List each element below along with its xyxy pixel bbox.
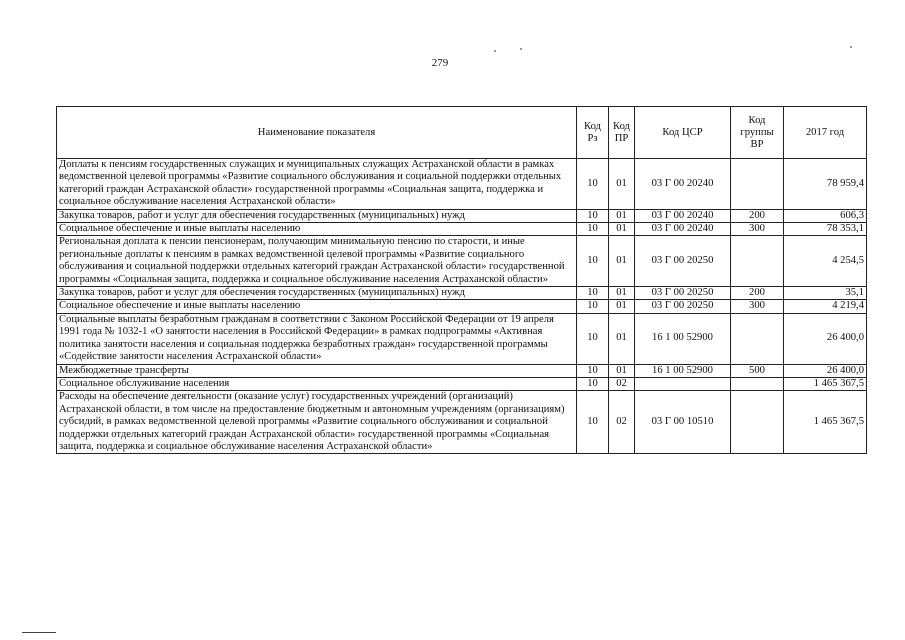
row-name: Межбюджетные трансферты	[57, 364, 577, 377]
row-pr: 01	[609, 159, 635, 210]
table-row	[57, 313, 867, 364]
row-vr: 300	[731, 223, 784, 236]
row-pr: 01	[609, 209, 635, 222]
row-sum: 1 465 367,5	[784, 377, 867, 390]
budget-table	[56, 106, 867, 454]
row-sum: 26 400,0	[784, 364, 867, 377]
row-csr: 16 1 00 52900	[635, 313, 731, 364]
header-name: Наименование показателя	[57, 107, 577, 159]
row-rz: 10	[577, 287, 609, 300]
row-rz: 10	[577, 300, 609, 313]
scan-mark-line	[22, 632, 56, 633]
row-pr: 01	[609, 223, 635, 236]
header-rz: Код Рз	[577, 107, 609, 159]
row-csr: 03 Г 00 20250	[635, 236, 731, 287]
header-pr: Код ПР	[609, 107, 635, 159]
row-sum: 35,1	[784, 287, 867, 300]
row-vr	[731, 391, 784, 454]
row-sum: 4 219,4	[784, 300, 867, 313]
row-rz: 10	[577, 313, 609, 364]
row-csr: 03 Г 00 10510	[635, 391, 731, 454]
row-vr	[731, 313, 784, 364]
table-row	[57, 300, 867, 313]
row-csr	[635, 377, 731, 390]
table-row	[57, 223, 867, 236]
page-number: 279	[431, 57, 449, 69]
row-vr: 300	[731, 300, 784, 313]
row-sum: 78 959,4	[784, 159, 867, 210]
row-name: Социальное обслуживание населения	[57, 377, 577, 390]
row-vr: 500	[731, 364, 784, 377]
table-row	[57, 377, 867, 390]
row-pr: 01	[609, 287, 635, 300]
row-name: Закупка товаров, работ и услуг для обеспечения государственных (муниципальных) нужд	[57, 287, 577, 300]
row-name: Закупка товаров, работ и услуг для обеспечения государственных (муниципальных) нужд	[57, 209, 577, 222]
table-row	[57, 364, 867, 377]
row-rz: 10	[577, 236, 609, 287]
header-csr: Код ЦСР	[635, 107, 731, 159]
row-pr: 01	[609, 236, 635, 287]
row-name: Социальное обеспечение и иные выплаты населению	[57, 300, 577, 313]
row-rz: 10	[577, 159, 609, 210]
table-row	[57, 209, 867, 222]
row-pr: 02	[609, 377, 635, 390]
row-vr	[731, 377, 784, 390]
row-vr: 200	[731, 209, 784, 222]
row-pr: 01	[609, 300, 635, 313]
row-csr: 03 Г 00 20250	[635, 300, 731, 313]
scan-speck	[520, 48, 522, 50]
row-csr: 03 Г 00 20240	[635, 223, 731, 236]
row-name: Расходы на обеспечение деятельности (оказание услуг) государственных учреждений (организаций) Астраханской области, в том числе на предоставление бюджетным и автономным учреждениям (организациям) субсидий, в рамках ведомственной целевой программы «Развитие социального обслуживания и социальной поддержки отдельных категорий граждан Астраханской области» государственной программы «Социальная защита, поддержка и социальное обслуживание населения Астраханской области»	[57, 391, 577, 454]
row-rz: 10	[577, 223, 609, 236]
row-sum: 1 465 367,5	[784, 391, 867, 454]
table-row	[57, 391, 867, 454]
header-vr: Код группы ВР	[731, 107, 784, 159]
row-pr: 02	[609, 391, 635, 454]
table-row	[57, 287, 867, 300]
row-pr: 01	[609, 313, 635, 364]
table-header-row	[57, 107, 867, 159]
row-vr	[731, 236, 784, 287]
row-name: Региональная доплата к пенсии пенсионерам, получающим минимальную пенсию по старости, и иные региональные доплаты к пенсиям в рамках ведомственной целевой программы «Развитие социального обслуживания и социальной поддержки отдельных категорий граждан Астраханской области» государственной программы «Социальная защита, поддержка и социальное обслуживание населения Астраханской области»	[57, 236, 577, 287]
row-rz: 10	[577, 364, 609, 377]
row-csr: 16 1 00 52900	[635, 364, 731, 377]
row-sum: 606,3	[784, 209, 867, 222]
row-rz: 10	[577, 209, 609, 222]
row-csr: 03 Г 00 20240	[635, 159, 731, 210]
header-year: 2017 год	[784, 107, 867, 159]
scan-speck	[494, 50, 496, 52]
scan-speck	[850, 46, 852, 48]
row-vr	[731, 159, 784, 210]
row-sum: 26 400,0	[784, 313, 867, 364]
row-sum: 4 254,5	[784, 236, 867, 287]
table-row	[57, 236, 867, 287]
row-name: Доплаты к пенсиям государственных служащих и муниципальных служащих Астраханской области в рамках ведомственной целевой программы «Развитие социального обслуживания и социальной поддержки отдельных категорий граждан Астраханской области» государственной программы «Социальная защита, поддержка и социальное обслуживание населения Астраханской области»	[57, 159, 577, 210]
row-csr: 03 Г 00 20250	[635, 287, 731, 300]
row-csr: 03 Г 00 20240	[635, 209, 731, 222]
row-vr: 200	[731, 287, 784, 300]
row-sum: 78 353,1	[784, 223, 867, 236]
row-rz: 10	[577, 391, 609, 454]
table-row	[57, 159, 867, 210]
row-pr: 01	[609, 364, 635, 377]
row-name: Социальные выплаты безработным гражданам в соответствии с Законом Российской Федерации от 19 апреля 1991 года № 1032-1 «О занятости населения в Российской Федерации» в рамках подпрограммы «Активная политика занятости населения и социальная поддержка безработных граждан» государственной программы «Содействие занятости населения Астраханской области»	[57, 313, 577, 364]
row-rz: 10	[577, 377, 609, 390]
row-name: Социальное обеспечение и иные выплаты населению	[57, 223, 577, 236]
